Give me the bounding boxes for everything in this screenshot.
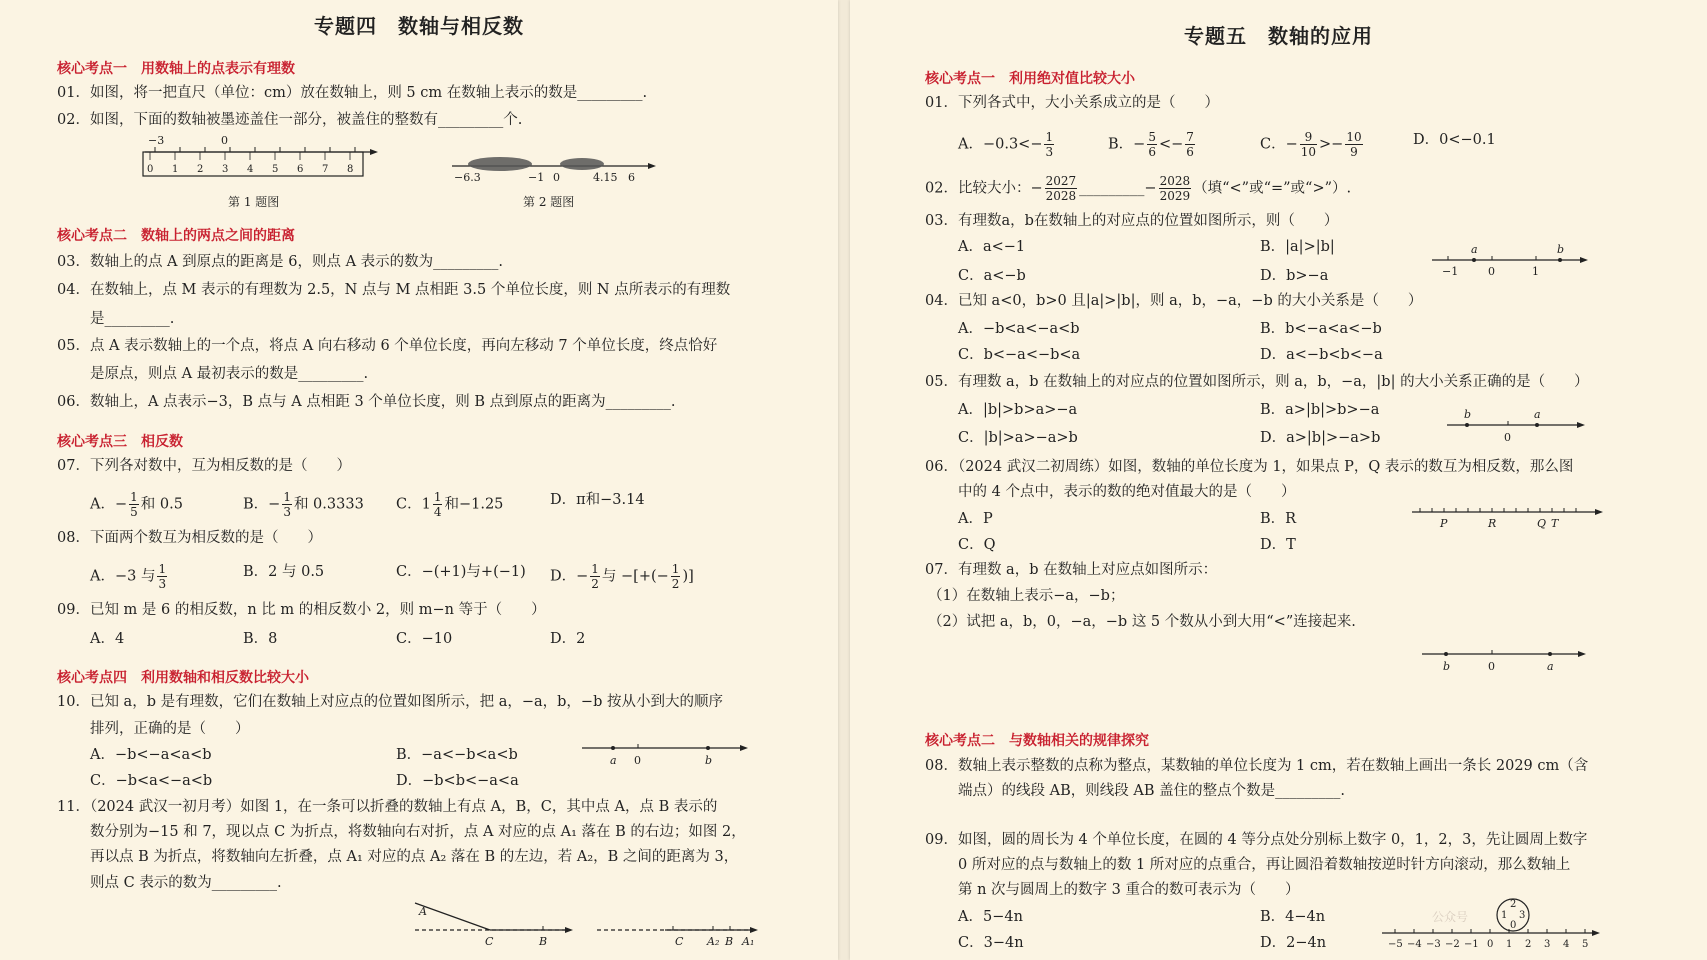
question-03: 03．有理数a，b在数轴上的对应点的位置如图所示，则（ ） bbox=[925, 213, 1339, 229]
question-05: 05．有理数 a，b 在数轴上的对应点的位置如图所示，则 a，b，−a，|b| 的大小关系正确的是（ ） bbox=[925, 374, 1589, 390]
question-08-cont: 端点）的线段 AB，则线段 AB 盖住的整点个数是_________. bbox=[958, 783, 1345, 799]
option-c: C．a<−b bbox=[958, 268, 1026, 284]
option-d: D．−b<b<−a<a bbox=[396, 773, 519, 789]
question-05: 05．点 A 表示数轴上的一个点，将点 A 向右移动 6 个单位长度，再向左移动 7 个单位长度，终点恰好 bbox=[57, 338, 718, 354]
question-04: 04．在数轴上，点 M 表示的有理数为 2.5，N 点与 M 点相距 3.5 个单位长度，则 N 点所表示的有理数 bbox=[57, 282, 731, 298]
option-b: B．|a|>|b| bbox=[1260, 239, 1335, 255]
point-label: T bbox=[1551, 517, 1559, 530]
option-b: B．R bbox=[1260, 511, 1297, 527]
section-heading: 核心考点二 数轴上的两点之间的距离 bbox=[57, 228, 295, 244]
question-07: 07．下列各对数中，互为相反数的是（ ） bbox=[57, 458, 351, 474]
question-09-cont: 0 所对应的点与数轴上的数 1 所对应的点重合，再让圆沿着数轴按逆时针方向滚动，那么数轴上 bbox=[958, 857, 1571, 873]
option-c: C．−10 bbox=[396, 631, 453, 647]
option-c: C．−b<a<−a<b bbox=[90, 773, 213, 789]
axis-label: a bbox=[610, 754, 617, 767]
option-d: D．− $\frac{1}{2}$ 与 −[+(− $\frac{1}{2}$ )] bbox=[550, 562, 694, 591]
option-b: B．− $\frac{5}{6}$ <− $\frac{7}{6}$ bbox=[1108, 130, 1194, 159]
question-11-cont: 则点 C 表示的数为_________. bbox=[90, 875, 282, 891]
axis-label: 0 bbox=[221, 134, 228, 147]
option-b: B．2 与 0.5 bbox=[243, 564, 325, 580]
option-b: B．8 bbox=[243, 631, 278, 647]
option-d: D．π和−3.14 bbox=[550, 492, 645, 508]
option-d: D．a>|b|>−a>b bbox=[1260, 430, 1381, 446]
point-label: A₁ bbox=[742, 935, 755, 948]
ink-axis-figure bbox=[450, 150, 660, 186]
point-label: Q bbox=[1537, 517, 1547, 530]
axis-label: −1 bbox=[1442, 265, 1459, 278]
option-c: C．Q bbox=[958, 537, 996, 553]
ink-blot bbox=[468, 157, 532, 171]
question-07-part2: （2）试把 a，b，0，−a，−b 这 5 个数从小到大用“<”连接起来. bbox=[928, 614, 1356, 630]
question-07-part1: （1）在数轴上表示−a，−b； bbox=[928, 588, 1125, 604]
tick-label: 1 bbox=[1506, 939, 1513, 950]
tick-label: −5 bbox=[1388, 939, 1403, 950]
circle-label: 2 bbox=[1510, 899, 1517, 910]
question-02: 02．比较大小：− $\frac{2027}{2028}$ _________− $\frac{2028}{2029}$ （填“<”或“=”或“>”）. bbox=[925, 174, 1352, 203]
question-11-cont: 数分别为−15 和 7，现以点 C 为折点，将数轴向右对折，点 A 对应的点 A₁ 落在 B 的右边；如图 2， bbox=[90, 824, 746, 840]
ruler-label: 0 bbox=[147, 164, 154, 175]
question-11: 11．（2024 武汉一初月考）如图 1，在一条可以折叠的数轴上有点 A，B，C，其中点 A，点 B 表示的 bbox=[57, 799, 718, 815]
circle-label: 0 bbox=[1510, 920, 1517, 931]
question-06: 06．数轴上，A 点表示−3，B 点与 A 点相距 3 个单位长度，则 B 点到原点的距离为_________. bbox=[57, 394, 676, 410]
point-label: B bbox=[725, 935, 734, 948]
axis-label: −6.3 bbox=[454, 171, 481, 184]
ruler-label: 2 bbox=[197, 164, 204, 175]
question-10: 10．已知 a，b 是有理数，它们在数轴上对应点的位置如图所示，把 a，−a，b，−b 按从小到大的顺序 bbox=[57, 694, 723, 710]
ruler-label: 1 bbox=[172, 164, 179, 175]
axis-label: −3 bbox=[148, 134, 165, 147]
question-11-cont: 再以点 B 为折点，将数轴向左折叠，点 A₁ 对应的点 A₂ 落在 B 的左边，若 A₂，B 之间的距离为 3， bbox=[90, 849, 739, 865]
option-b: B．a>|b|>b>−a bbox=[1260, 402, 1380, 418]
tick-label: −3 bbox=[1426, 939, 1441, 950]
option-a: A．4 bbox=[90, 631, 125, 647]
axis-label: 0 bbox=[553, 171, 560, 184]
circle-label: 3 bbox=[1519, 910, 1526, 921]
figure-caption: 第 1 题图 bbox=[228, 195, 280, 209]
question-06: 06．（2024 武汉二初周练）如图，数轴的单位长度为 1，如果点 P，Q 表示的数互为相反数，那么图 bbox=[925, 459, 1574, 475]
page-title: 专题四 数轴与相反数 bbox=[314, 14, 524, 38]
axis-label: 1 bbox=[1532, 265, 1539, 278]
question-02: 02．如图，下面的数轴被墨迹盖住一部分，被盖住的整数有_________个. bbox=[57, 112, 523, 128]
point-label: P bbox=[1440, 517, 1448, 530]
number-line-figure bbox=[1410, 500, 1610, 532]
number-line-figure bbox=[1445, 405, 1595, 445]
section-heading: 核心考点四 利用数轴和相反数比较大小 bbox=[57, 670, 309, 686]
ruler-figure bbox=[135, 132, 385, 184]
point-label: C bbox=[485, 935, 494, 948]
point-label: C bbox=[675, 935, 684, 948]
option-a: A．−3 与 $\frac{1}{3}$ bbox=[90, 562, 167, 591]
question-08: 08．下面两个数互为相反数的是（ ） bbox=[57, 530, 322, 546]
option-d: D．2−4n bbox=[1260, 935, 1327, 951]
option-a: A．− $\frac{1}{5}$ 和 0.5 bbox=[90, 490, 183, 519]
axis-label: 0 bbox=[1488, 265, 1495, 278]
question-09: 09．已知 m 是 6 的相反数，n 比 m 的相反数小 2，则 m−n 等于（ ） bbox=[57, 602, 546, 618]
option-c: C．3−4n bbox=[958, 935, 1024, 951]
question-01: 01．下列各式中，大小关系成立的是（ ） bbox=[925, 95, 1219, 111]
number-line-figure bbox=[1430, 242, 1600, 280]
question-05-cont: 是原点，则点 A 最初表示的数是_________. bbox=[90, 366, 369, 382]
point-label: B bbox=[539, 935, 548, 948]
tick-label: 3 bbox=[1544, 939, 1551, 950]
point-label: b bbox=[1557, 243, 1565, 256]
fold-figure-1 bbox=[405, 895, 575, 950]
option-d: D．T bbox=[1260, 537, 1296, 553]
tick-label: 5 bbox=[1582, 939, 1589, 950]
question-08: 08．数轴上表示整数的点称为整点，某数轴的单位长度为 1 cm，若在数轴上画出一条长 2029 cm（含 bbox=[925, 758, 1589, 774]
ruler-label: 3 bbox=[222, 164, 229, 175]
option-a: A．P bbox=[958, 511, 993, 527]
option-c: C．− $\frac{9}{10}$ >− $\frac{10}{9}$ bbox=[1260, 130, 1362, 159]
option-d: D．2 bbox=[550, 631, 586, 647]
tick-label: 2 bbox=[1525, 939, 1532, 950]
option-a: A．−b<a<−a<b bbox=[958, 321, 1080, 337]
tick-label: −2 bbox=[1445, 939, 1460, 950]
left-page bbox=[0, 0, 838, 960]
question-01: 01．如图，将一把直尺（单位：cm）放在数轴上，则 5 cm 在数轴上表示的数是_________. bbox=[57, 85, 648, 101]
page-title: 专题五 数轴的应用 bbox=[1184, 24, 1373, 48]
option-b: B．b<−a<a<−b bbox=[1260, 321, 1382, 337]
option-c: C．1 $\frac{1}{4}$ 和−1.25 bbox=[396, 490, 504, 519]
option-a: A．−0.3<− $\frac{1}{3}$ bbox=[958, 130, 1054, 159]
option-d: D．a<−b<b<−a bbox=[1260, 347, 1383, 363]
point-label: a bbox=[1471, 243, 1478, 256]
fold-figure-2 bbox=[595, 895, 765, 950]
ink-blot bbox=[560, 158, 604, 170]
rolling-circle-figure bbox=[1380, 895, 1605, 955]
question-10-cont: 排列，正确的是（ ） bbox=[90, 721, 250, 737]
option-c: C．b<−a<−b<a bbox=[958, 347, 1081, 363]
axis-label: −1 bbox=[528, 171, 545, 184]
option-d: D．b>−a bbox=[1260, 268, 1329, 284]
option-a: A．−b<−a<a<b bbox=[90, 747, 212, 763]
number-line-figure bbox=[580, 735, 750, 771]
option-a: A．5−4n bbox=[958, 909, 1023, 925]
ruler-label: 5 bbox=[272, 164, 279, 175]
question-07: 07．有理数 a，b 在数轴上对应点如图所示： bbox=[925, 562, 1218, 578]
question-09-cont: 第 n 次与圆周上的数字 3 重合的数可表示为（ ） bbox=[958, 882, 1300, 898]
question-04: 04．已知 a<0，b>0 且|a|>|b|，则 a，b，−a，−b 的大小关系是（ ） bbox=[925, 293, 1423, 309]
question-04-cont: 是_________. bbox=[90, 311, 175, 327]
axis-label: 0 bbox=[634, 754, 641, 767]
axis-label: b bbox=[705, 754, 713, 767]
tick-label: 0 bbox=[1487, 939, 1494, 950]
option-b: B．−a<−b<a<b bbox=[396, 747, 518, 763]
figure-caption: 第 2 题图 bbox=[523, 195, 575, 209]
option-b: B．4−4n bbox=[1260, 909, 1326, 925]
point-label: a bbox=[1534, 408, 1541, 421]
section-heading: 核心考点二 与数轴相关的规律探究 bbox=[925, 733, 1149, 749]
question-03: 03．数轴上的点 A 到原点的距离是 6，则点 A 表示的数为_________. bbox=[57, 254, 504, 270]
tick-label: 4 bbox=[1563, 939, 1570, 950]
number-line-figure bbox=[1420, 640, 1595, 674]
point-label: b bbox=[1443, 660, 1451, 673]
option-a: A．a<−1 bbox=[958, 239, 1026, 255]
axis-label: 0 bbox=[1488, 660, 1495, 673]
point-label: a bbox=[1547, 660, 1554, 673]
section-heading: 核心考点三 相反数 bbox=[57, 434, 183, 450]
option-c: C．−(+1)与+(−1) bbox=[396, 564, 526, 580]
option-d: D．0<−0.1 bbox=[1413, 132, 1496, 148]
axis-label: 0 bbox=[1504, 431, 1511, 444]
option-b: B．− $\frac{1}{3}$ 和 0.3333 bbox=[243, 490, 364, 519]
tick-label: −1 bbox=[1464, 939, 1479, 950]
axis-label: 4.15 bbox=[593, 171, 618, 184]
point-label: A₂ bbox=[707, 935, 720, 948]
ruler-label: 6 bbox=[297, 164, 304, 175]
ruler-label: 7 bbox=[322, 164, 329, 175]
ruler-label: 8 bbox=[347, 164, 354, 175]
section-heading: 核心考点一 用数轴上的点表示有理数 bbox=[57, 61, 295, 77]
ruler-label: 4 bbox=[247, 164, 254, 175]
right-page bbox=[850, 0, 1707, 960]
question-09: 09．如图，圆的周长为 4 个单位长度，在圆的 4 等分点处分别标上数字 0，1，2，3，先让圆周上数字 bbox=[925, 832, 1588, 848]
circle-label: 1 bbox=[1501, 910, 1508, 921]
point-label: A bbox=[419, 905, 427, 918]
section-heading: 核心考点一 利用绝对值比较大小 bbox=[925, 71, 1135, 87]
question-06-cont: 中的 4 个点中，表示的数的绝对值最大的是（ ） bbox=[958, 484, 1296, 500]
option-c: C．|b|>a>−a>b bbox=[958, 430, 1078, 446]
tick-label: −4 bbox=[1407, 939, 1422, 950]
point-label: R bbox=[1488, 517, 1497, 530]
point-label: b bbox=[1464, 408, 1472, 421]
watermark: 公众号 bbox=[1432, 910, 1469, 924]
option-a: A．|b|>b>a>−a bbox=[958, 402, 1078, 418]
axis-label: 6 bbox=[628, 171, 635, 184]
